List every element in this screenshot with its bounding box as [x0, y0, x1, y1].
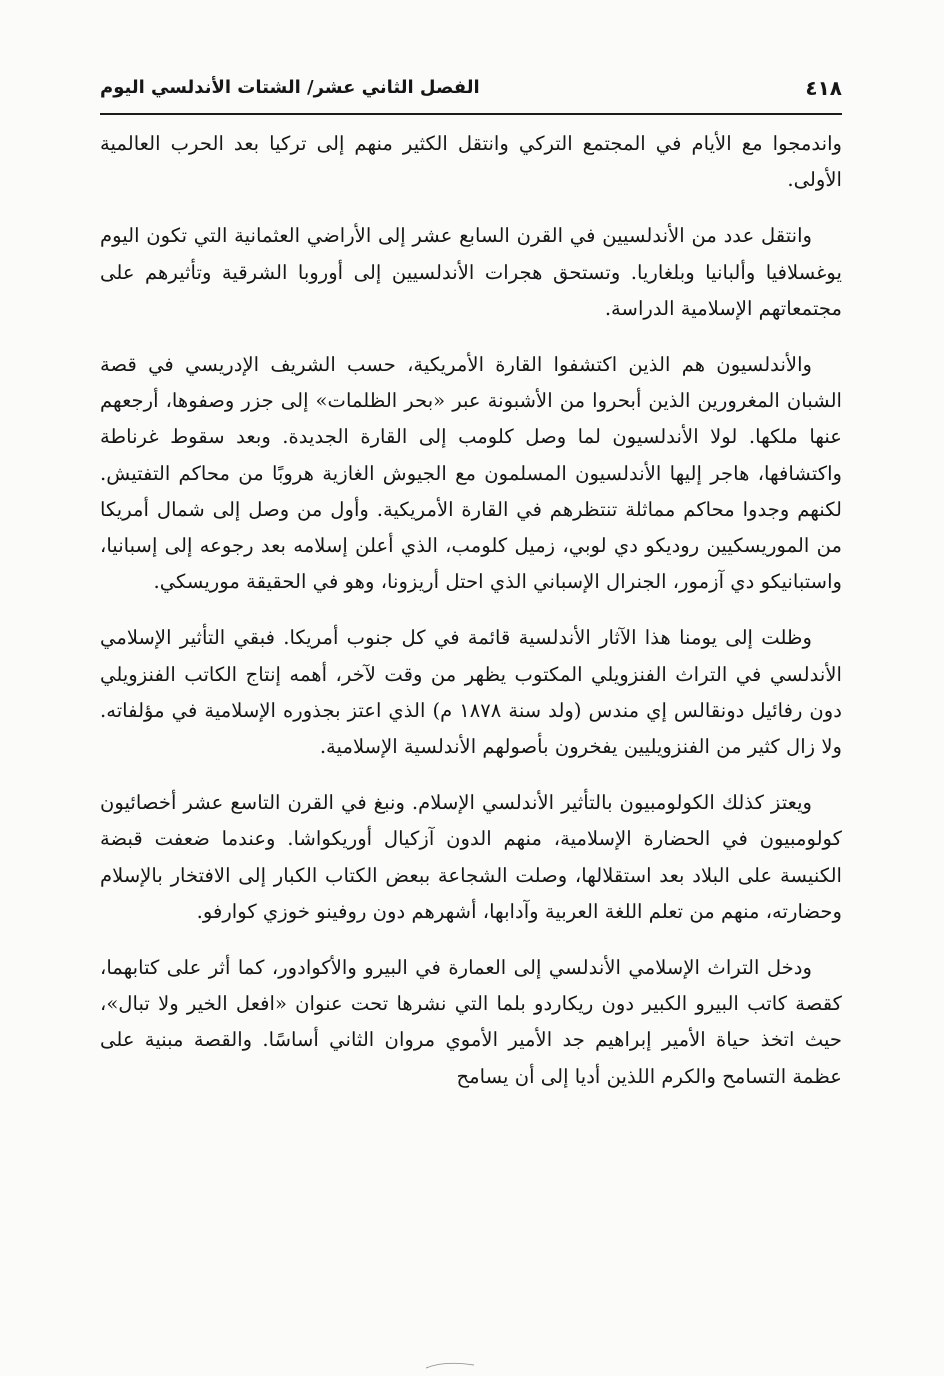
paragraph-ottoman-lands: وانتقل عدد من الأندلسيين في القرن السابع عشر إلى الأراضي العثمانية التي تكون اليوم يوغسلافيا وألبانيا وبلغاريا. وتستحق هجرات الأندلسيين إلى أوروبا الشرقية وتأثيرهم على مجتمعاتهم الإسلامية الدراسة. [100, 224, 842, 320]
paragraph-colombia: ويعتز كذلك الكولومبيون بالتأثير الأندلسي الإسلام. ونبغ في القرن التاسع عشر أخصائيون كولومبيون في الحضارة الإسلامية، منهم الدون آزكيال أوريكواشا. وعندما ضعفت قبضة الكنيسة على البلاد بعد استقلالها، وصلت الشجاعة ببعض الكتاب الكبار إلى الافتخار بالإسلام وحضارته، منهم من تعلم اللغة العربية وآدابها، أشهرهم دون روفينو خوزي كوارفو. [100, 791, 842, 923]
header-divider [100, 113, 842, 115]
paragraph-continuation: واندمجوا مع الأيام في المجتمع التركي وانتقل الكثير منهم إلى تركيا بعد الحرب العالمية الأولى. [100, 132, 842, 192]
paragraph-america-discovery: والأندلسيون هم الذين اكتشفوا القارة الأمريكية، حسب الشريف الإدريسي في قصة الشبان المغرورين الذين أبحروا من الأشبونة عبر «بحر الظلمات» إلى جزر وصفوها، أرجعهم عنها ملكها. لولا الأندلسيون لما وصل كلومب إلى القارة الجديدة. وبعد سقوط غرناطة واكتشافها، هاجر إليها الأندلسيون المسلمون مع الجيوش الغازية هروبًا من محاكم التفتيش. لكنهم وجدوا محاكم مماثلة تنتظرهم في القارة الأمريكية. وأول من وصل إلى شمال أمريكا من الموريسكيين روديكو دي لوبي، زميل كلومب، الذي أعلن إسلامه بعد رجوعه إلى إسبانيا، واستبانيكو دي آزمور، الجنرال الإسباني الذي احتل أريزونا، وهو في الحقيقة موريسكي. [100, 353, 842, 594]
body-text [100, 126, 842, 1095]
running-title: الفصل الثاني عشر/ الشتات الأندلسي اليوم [100, 77, 480, 98]
paragraph-peru-ecuador: ودخل التراث الإسلامي الأندلسي إلى العمارة في البيرو والأكوادور، كما أثر على كتابهما، كقصة كاتب البيرو الكبير دون ريكاردو بلما التي نشرها تحت عنوان «افعل الخير ولا تبال»، حيث اتخذ حياة الأمير إبراهيم جد الأمير الأموي مروان الثاني أساسًا. والقصة مبنية على عظمة التسامح والكرم اللذين أديا إلى أن يسامح [100, 956, 842, 1088]
paragraph-venezuela: وظلت إلى يومنا هذا الآثار الأندلسية قائمة في كل جنوب أمريكا. فبقي التأثير الإسلامي الأندلسي في التراث الفنزويلي المكتوب يظهر من وقت لآخر، أهمه إنتاج الكاتب الفنزويلي دون رفائيل دونقالس إي مندس (ولد سنة ١٨٧٨ م) الذي اعتز بجذوره الإسلامية في مؤلفاته. ولا زال كثير من الفنزويليين يفخرون بأصولهم الأندلسية الإسلامية. [100, 626, 842, 759]
scan-smudge-mark [420, 1360, 480, 1370]
page-number: ٤١٨ [805, 76, 842, 100]
page-header [100, 74, 842, 108]
